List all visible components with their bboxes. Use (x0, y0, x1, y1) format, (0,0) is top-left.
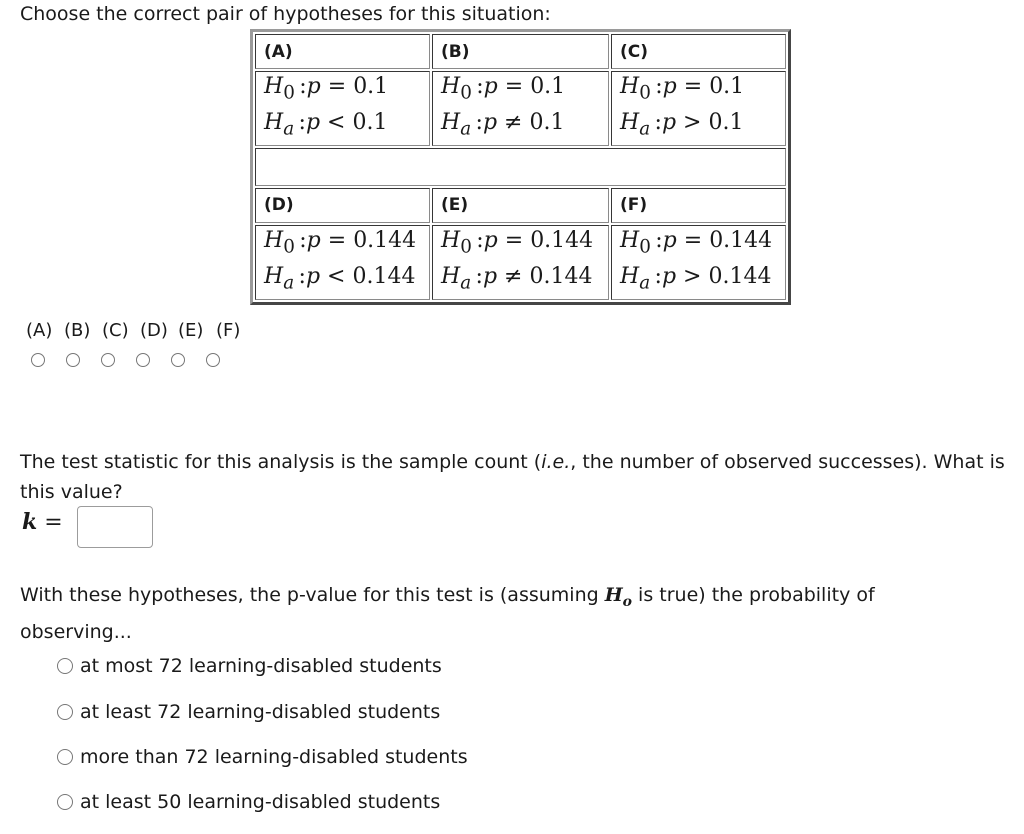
k-variable-label: k = (22, 509, 63, 535)
option-c-hypotheses: $H_0$ :p = 0.1 $H_a$ :p > 0.1 (611, 71, 786, 146)
radio-c[interactable] (101, 353, 115, 367)
table-spacer-row (255, 148, 786, 186)
radio-label-c: (C) (102, 320, 129, 341)
option-f-hypotheses: $H_0$ :p = 0.144 $H_a$ :p > 0.144 (611, 225, 786, 300)
option-c-label: (C) (611, 34, 786, 69)
option-e-label: (E) (432, 188, 609, 223)
radio-label-b: (B) (64, 320, 91, 341)
option-b-hypotheses: $H_0$ :p = 0.1 $H_a$ :p ≠ 0.1 (432, 71, 609, 146)
radio-a[interactable] (31, 353, 45, 367)
question-2-prompt: The test statistic for this analysis is the sample count (i.e., the number of observed successes). What is this value? (20, 451, 1005, 503)
radio-label-d: (D) (140, 320, 168, 341)
pvalue-choice-4[interactable]: at least 50 learning-disabled students (57, 791, 440, 813)
question-3-prompt: With these hypotheses, the p-value for this test is (assuming $H_o$ is true) the probability of observing... (20, 584, 875, 643)
radio-label-e: (E) (178, 320, 204, 341)
option-b-label: (B) (432, 34, 609, 69)
option-d-hypotheses: $H_0$ :p = 0.144 $H_a$ :p < 0.144 (255, 225, 430, 300)
pvalue-radio-4[interactable] (57, 794, 73, 810)
option-f-label: (F) (611, 188, 786, 223)
radio-b[interactable] (66, 353, 80, 367)
radio-d[interactable] (136, 353, 150, 367)
option-a-label: (A) (255, 34, 430, 69)
radio-e[interactable] (171, 353, 185, 367)
k-answer-input[interactable] (77, 506, 153, 548)
question-1-prompt: Choose the correct pair of hypotheses for this situation: (20, 3, 551, 25)
pvalue-choice-2[interactable]: at least 72 learning-disabled students (57, 701, 440, 723)
option-e-hypotheses: $H_0$ :p = 0.144 $H_a$ :p ≠ 0.144 (432, 225, 609, 300)
option-d-label: (D) (255, 188, 430, 223)
radio-f[interactable] (206, 353, 220, 367)
radio-label-a: (A) (26, 320, 53, 341)
radio-label-f: (F) (216, 320, 241, 341)
answer-choice-radios (31, 352, 241, 371)
pvalue-radio-1[interactable] (57, 658, 73, 674)
answer-choice-labels (26, 320, 254, 341)
option-a-hypotheses: $H_0$ :p = 0.1 $H_a$ :p < 0.1 (255, 71, 430, 146)
hypotheses-table (250, 29, 791, 305)
pvalue-radio-2[interactable] (57, 704, 73, 720)
pvalue-choice-3[interactable]: more than 72 learning-disabled students (57, 746, 468, 768)
pvalue-radio-3[interactable] (57, 749, 73, 765)
pvalue-choice-1[interactable]: at most 72 learning-disabled students (57, 655, 442, 677)
